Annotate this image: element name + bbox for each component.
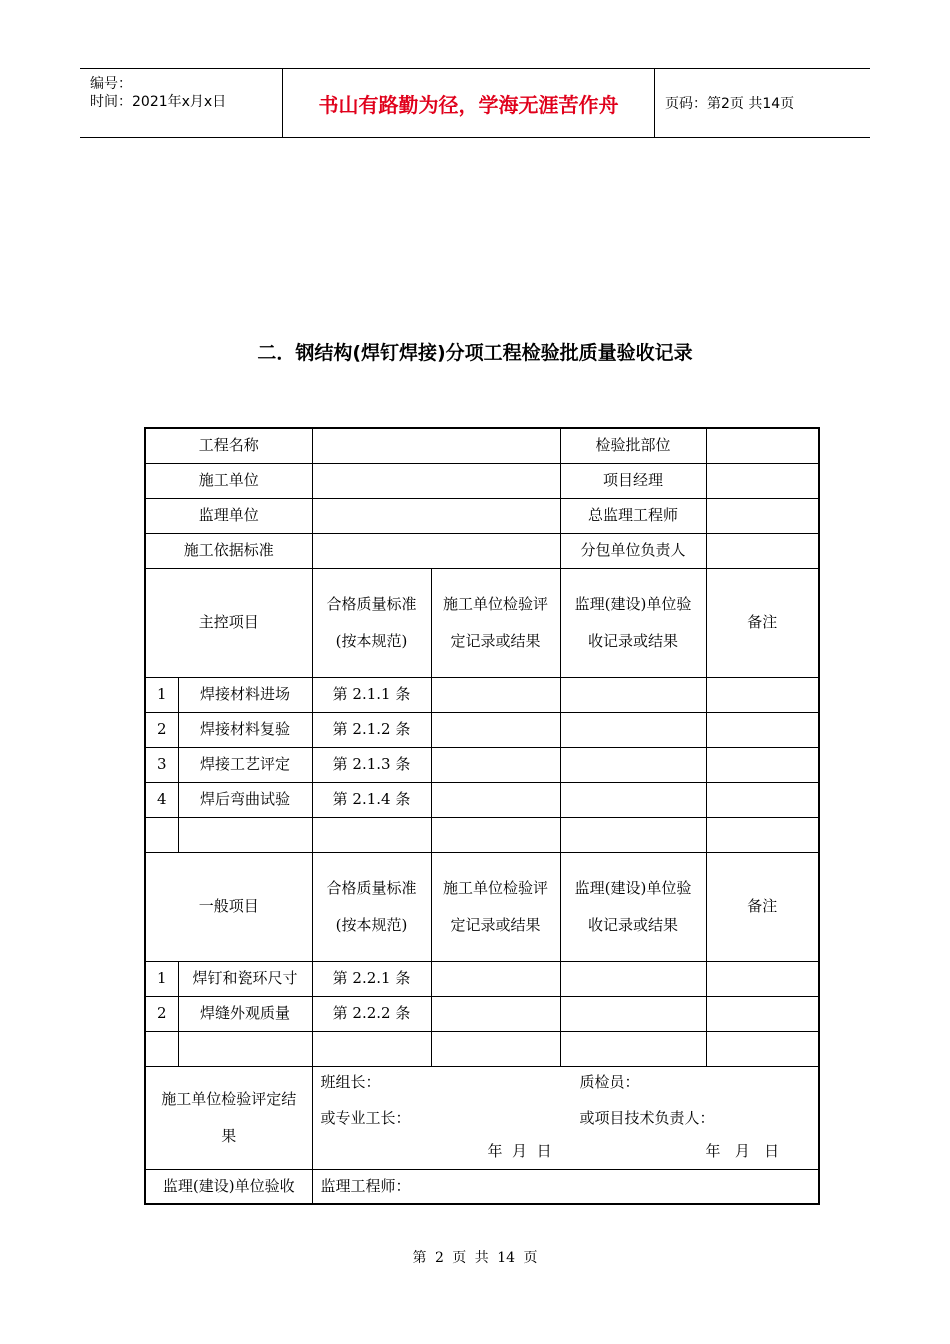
- info-row: [145, 533, 819, 568]
- supervision-result-cell[interactable]: [560, 677, 706, 712]
- general-items-label: 一般项目: [145, 852, 312, 961]
- remarks-header: 备注: [706, 852, 819, 961]
- construction-result-cell[interactable]: [431, 747, 560, 782]
- construction-result-cell[interactable]: [431, 961, 560, 996]
- item-number: 2: [145, 996, 178, 1031]
- supervision-signature-area[interactable]: [312, 1169, 819, 1204]
- item-name: 焊钉和瓷环尺寸: [178, 961, 312, 996]
- empty-cell[interactable]: [312, 817, 431, 852]
- empty-cell[interactable]: [145, 1031, 178, 1066]
- date-label: 年 月 日: [705, 1141, 780, 1160]
- info-label: 施工依据标准: [145, 533, 312, 568]
- supervision-engineer-label: 监理工程师：: [320, 1176, 411, 1195]
- item-clause: 第 2.1.1 条: [312, 677, 431, 712]
- info-value[interactable]: [312, 533, 560, 568]
- remarks-header: 备注: [706, 568, 819, 677]
- column-header-row: [145, 852, 819, 961]
- remarks-cell[interactable]: [706, 747, 819, 782]
- info-label: 分包单位负责人: [560, 533, 706, 568]
- header-page-number: 页码：第2页 共14页: [665, 96, 795, 112]
- supervision-result-row: [145, 1169, 819, 1204]
- info-label: 总监理工程师: [560, 498, 706, 533]
- supervision-result-label: 监理(建设)单位验收: [145, 1169, 312, 1204]
- item-clause: 第 2.1.2 条: [312, 712, 431, 747]
- info-label: 检验批部位: [560, 428, 706, 463]
- remarks-cell[interactable]: [706, 782, 819, 817]
- info-value[interactable]: [312, 463, 560, 498]
- item-name: 焊接材料进场: [178, 677, 312, 712]
- empty-cell[interactable]: [145, 817, 178, 852]
- item-name: 焊接材料复验: [178, 712, 312, 747]
- item-name: 焊缝外观质量: [178, 996, 312, 1031]
- info-label: 项目经理: [560, 463, 706, 498]
- info-value[interactable]: [706, 463, 819, 498]
- item-clause: 第 2.1.4 条: [312, 782, 431, 817]
- document-title: 二．钢结构(焊钉焊接)分项工程检验批质量验收记录: [257, 342, 693, 364]
- main-control-label: 主控项目: [145, 568, 312, 677]
- remarks-cell[interactable]: [706, 996, 819, 1031]
- item-number: 4: [145, 782, 178, 817]
- foreman-label: 或专业工长：: [320, 1108, 411, 1127]
- column-header-row: [145, 568, 819, 677]
- empty-cell[interactable]: [431, 1031, 560, 1066]
- item-clause: 第 2.2.2 条: [312, 996, 431, 1031]
- remarks-cell[interactable]: [706, 961, 819, 996]
- info-value[interactable]: [312, 428, 560, 463]
- date-label: 年 月 日: [487, 1141, 552, 1160]
- supervision-check-header: 监理(建设)单位验收记录或结果: [560, 852, 706, 961]
- empty-row: [145, 1031, 819, 1066]
- inspector-label: 质检员：: [579, 1072, 640, 1091]
- tech-lead-label: 或项目技术负责人：: [579, 1108, 715, 1127]
- info-label: 工程名称: [145, 428, 312, 463]
- supervision-result-cell[interactable]: [560, 782, 706, 817]
- item-name: 焊后弯曲试验: [178, 782, 312, 817]
- info-value[interactable]: [706, 533, 819, 568]
- info-value[interactable]: [706, 498, 819, 533]
- info-label: 施工单位: [145, 463, 312, 498]
- table-row: [145, 996, 819, 1031]
- supervision-result-cell[interactable]: [560, 961, 706, 996]
- construction-result-row: [145, 1066, 819, 1169]
- item-number: 2: [145, 712, 178, 747]
- supervision-result-cell[interactable]: [560, 712, 706, 747]
- empty-cell[interactable]: [706, 817, 819, 852]
- info-row: [145, 463, 819, 498]
- empty-cell[interactable]: [312, 1031, 431, 1066]
- info-row: [145, 428, 819, 463]
- empty-cell[interactable]: [560, 817, 706, 852]
- page-footer: 第 2 页 共 14 页: [412, 1250, 538, 1266]
- empty-cell[interactable]: [178, 817, 312, 852]
- construction-check-header: 施工单位检验评定记录或结果: [431, 568, 560, 677]
- page-header: [80, 68, 870, 138]
- remarks-cell[interactable]: [706, 712, 819, 747]
- construction-result-cell[interactable]: [431, 677, 560, 712]
- inspection-record-table: [144, 427, 820, 1205]
- info-value[interactable]: [706, 428, 819, 463]
- table-row: [145, 782, 819, 817]
- construction-result-cell[interactable]: [431, 996, 560, 1031]
- header-motto: 书山有路勤为径，学海无涯苦作舟: [282, 69, 655, 137]
- time-label: 时间：2021年x月x日: [90, 94, 227, 110]
- construction-result-cell[interactable]: [431, 712, 560, 747]
- empty-cell[interactable]: [560, 1031, 706, 1066]
- standard-header: 合格质量标准(按本规范): [312, 568, 431, 677]
- supervision-check-header: 监理(建设)单位验收记录或结果: [560, 568, 706, 677]
- standard-header: 合格质量标准(按本规范): [312, 852, 431, 961]
- team-leader-label: 班组长：: [320, 1072, 381, 1091]
- empty-cell[interactable]: [178, 1031, 312, 1066]
- empty-cell[interactable]: [431, 817, 560, 852]
- item-clause: 第 2.1.3 条: [312, 747, 431, 782]
- item-name: 焊接工艺评定: [178, 747, 312, 782]
- construction-result-label: 施工单位检验评定结果: [145, 1066, 312, 1169]
- table-row: [145, 961, 819, 996]
- code-label: 编号：: [90, 76, 132, 92]
- supervision-result-cell[interactable]: [560, 747, 706, 782]
- info-label: 监理单位: [145, 498, 312, 533]
- table-row: [145, 677, 819, 712]
- table-row: [145, 712, 819, 747]
- construction-result-cell[interactable]: [431, 782, 560, 817]
- item-number: 1: [145, 677, 178, 712]
- info-value[interactable]: [312, 498, 560, 533]
- remarks-cell[interactable]: [706, 677, 819, 712]
- info-row: [145, 498, 819, 533]
- construction-signature-area[interactable]: [312, 1066, 819, 1169]
- item-number: 1: [145, 961, 178, 996]
- empty-row: [145, 817, 819, 852]
- empty-cell[interactable]: [706, 1031, 819, 1066]
- supervision-result-cell[interactable]: [560, 996, 706, 1031]
- header-meta: [80, 69, 282, 137]
- item-clause: 第 2.2.1 条: [312, 961, 431, 996]
- table-row: [145, 747, 819, 782]
- construction-check-header: 施工单位检验评定记录或结果: [431, 852, 560, 961]
- item-number: 3: [145, 747, 178, 782]
